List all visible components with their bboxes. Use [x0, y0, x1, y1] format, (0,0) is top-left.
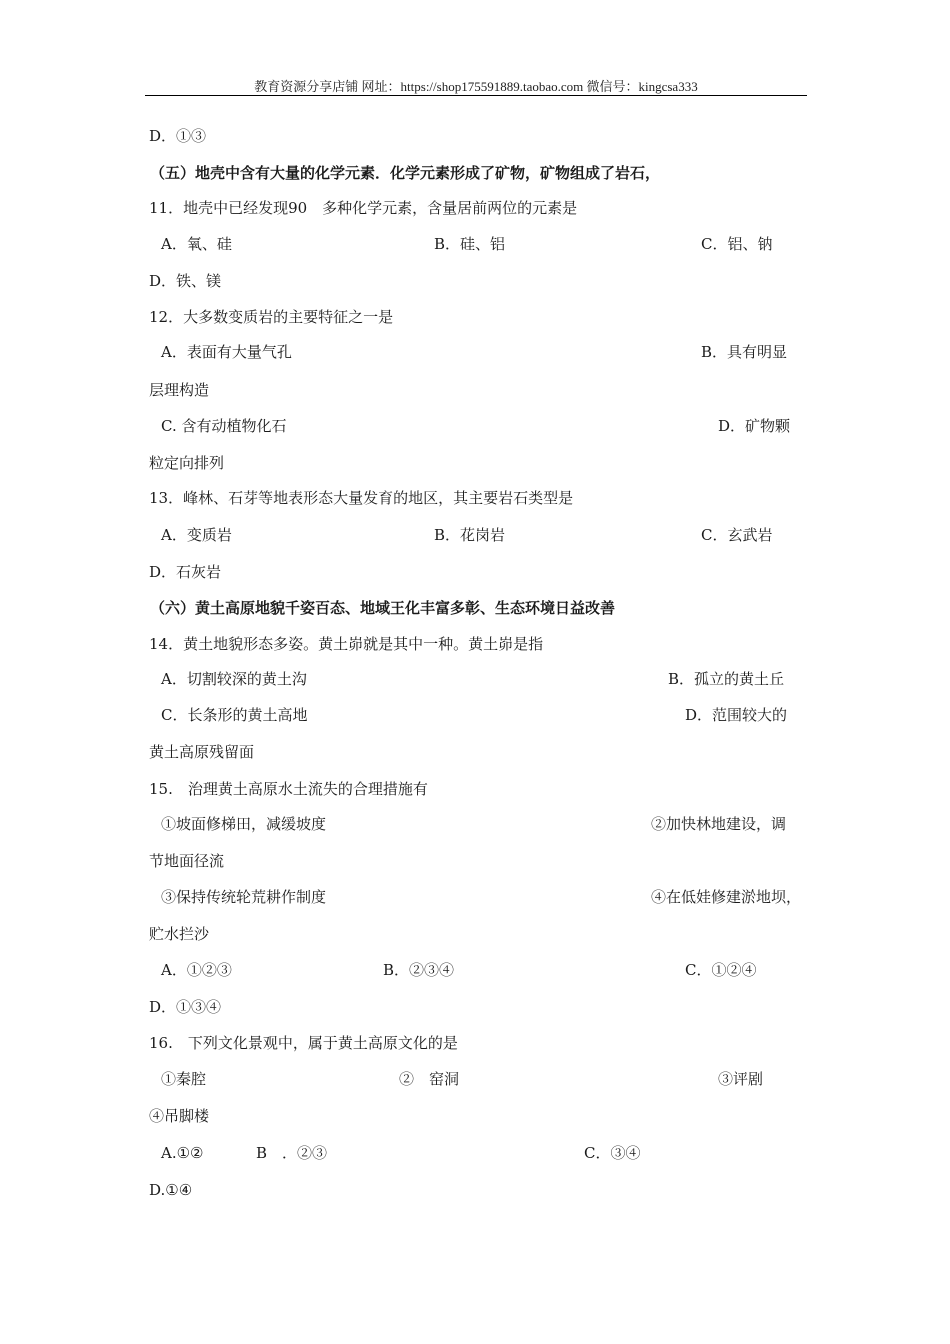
q14-option-b: B．孤立的黄土丘: [668, 670, 785, 688]
q13-option-b: B．花岗岩: [434, 526, 506, 544]
question-14: 14．黄土地貌形态多姿。黄土峁就是其中一种。黄土峁是指: [149, 635, 544, 653]
q14-option-a: A．切割较深的黄土沟: [161, 670, 307, 688]
q12-option-a: A．表面有大量气孔: [161, 343, 292, 361]
q16-item-4: ④吊脚楼: [149, 1107, 210, 1125]
q16-item-1: ①秦腔: [161, 1070, 207, 1088]
q11-option-a: A．氧、硅: [161, 235, 232, 253]
q16-item-3: ③评剧: [718, 1070, 764, 1088]
q14-option-d-cont: 黄土高原残留面: [149, 743, 255, 761]
page-header: 教育资源分享店铺 网址：https://shop175591889.taobao.com 微信号：kingcsa333: [254, 79, 698, 94]
question-16: 16. 下列文化景观中，属于黄土高原文化的是: [149, 1034, 458, 1052]
q15-item-2: ②加快林地建设，调: [651, 815, 787, 833]
q11-option-b: B．硅、铝: [434, 235, 506, 253]
q13-option-c: C．玄武岩: [701, 526, 773, 544]
question-13: 13．峰林、石芽等地表形态大量发育的地区，其主要岩石类型是: [149, 489, 574, 507]
q15-item-2-cont: 节地面径流: [149, 852, 225, 870]
q12-option-d-cont: 粒定向排列: [149, 454, 225, 472]
header-divider: [145, 95, 807, 96]
q14-option-c: C．长条形的黄土高地: [161, 706, 308, 724]
q15-item-1: ①坡面修梯田，减缓坡度: [161, 815, 327, 833]
q15-item-3: ③保持传统轮荒耕作制度: [161, 888, 327, 906]
option-d-prev: D．①③: [149, 127, 207, 145]
q15-option-c: C．①②④: [685, 961, 757, 979]
q15-option-b: B．②③④: [383, 961, 455, 979]
q16-option-b: B ．②③: [256, 1144, 328, 1162]
q12-option-b-cont: 层理构造: [149, 381, 210, 399]
q16-option-c: C．③④: [584, 1144, 641, 1162]
q13-option-a: A．变质岩: [161, 526, 232, 544]
question-15: 15. 治理黄土高原水土流失的合理措施有: [149, 780, 428, 798]
q12-option-c: C. 含有动植物化石: [161, 417, 287, 435]
q11-option-d: D．铁、镁: [149, 272, 222, 290]
q16-item-2: ② 窑洞: [399, 1070, 460, 1088]
q14-option-d: D．范围较大的: [685, 706, 788, 724]
q15-item-4-cont: 贮水拦沙: [149, 925, 210, 943]
q16-option-a: A.①②: [161, 1144, 204, 1162]
q12-option-d: D．矿物颗: [718, 417, 791, 435]
q15-option-a: A．①②③: [161, 961, 232, 979]
section-heading-5: （五）地壳中含有大量的化学元素．化学元素形成了矿物，矿物组成了岩石，: [150, 164, 661, 182]
question-12: 12．大多数变质岩的主要特征之一是: [149, 308, 394, 326]
question-11: 11．地壳中已经发现90 多种化学元素，含量居前两位的元素是: [149, 199, 578, 217]
q13-option-d: D．石灰岩: [149, 563, 222, 581]
q12-option-b: B．具有明显: [701, 343, 788, 361]
section-heading-6: （六）黄土高原地貌千姿百态、地域王化丰富多彰、生态环境日益改善: [150, 599, 616, 617]
q15-item-4: ④在低娃修建淤地坝，: [651, 888, 802, 906]
q16-option-d: D.①④: [149, 1181, 193, 1199]
q11-option-c: C．铝、钠: [701, 235, 773, 253]
q15-option-d: D．①③④: [149, 998, 222, 1016]
